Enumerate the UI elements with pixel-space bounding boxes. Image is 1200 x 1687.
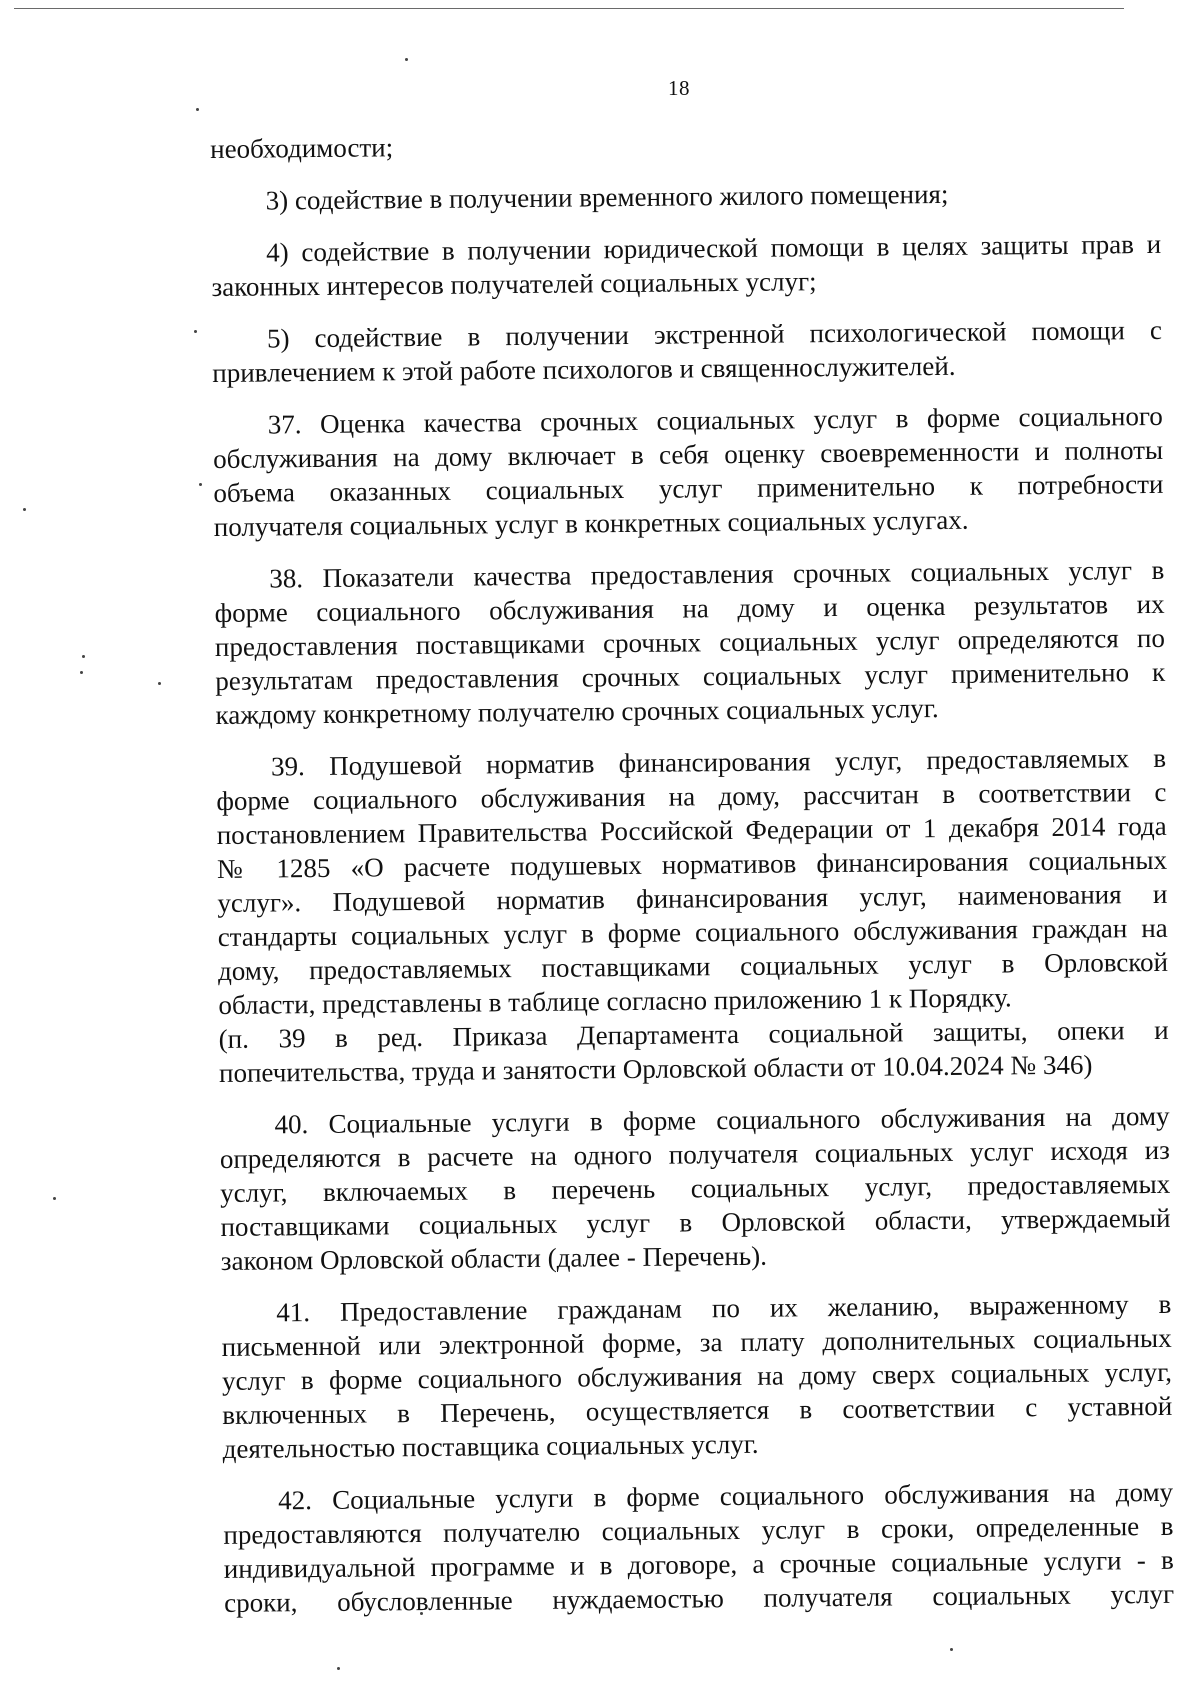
top-scan-rule — [14, 8, 1124, 9]
amendment-note-line: (п. 39 в ред. Приказа Департамента социальной защиты, опеки и — [218, 1014, 1169, 1054]
text-line: дому, предоставляемых поставщиками социальных услуг в Орловской — [217, 946, 1169, 986]
scan-speck — [337, 1667, 340, 1670]
document-body — [210, 123, 1174, 1620]
list-item-5 — [212, 313, 1163, 390]
scan-speck — [23, 508, 26, 511]
text-line: 42. Социальные услуги в форме социального обслуживания на дому — [277, 1476, 1174, 1516]
scan-speck — [199, 483, 202, 486]
paragraph-38 — [214, 553, 1166, 732]
scan-speck — [82, 655, 85, 658]
text-line: объема оказанных социальных услуг применительно к потребности — [213, 468, 1164, 508]
text-line: предоставления поставщиками срочных социальных услуг определяются по — [214, 622, 1166, 662]
list-item-4 — [211, 227, 1162, 304]
text-line: 40. Социальные услуги в форме социального обслуживания на дому — [274, 1100, 1170, 1140]
paragraph-42 — [223, 1475, 1174, 1620]
scan-speck — [196, 108, 199, 111]
amendment-note-line: попечительства, труда и занятости Орловской области от 10.04.2024 № 346) — [218, 1049, 1093, 1088]
text-line: форме социального обслуживания на дому и оценка результатов их — [214, 588, 1165, 628]
text-line: предоставляются получателю социальных услуг в сроки, определенные в — [223, 1510, 1174, 1550]
text-line: необходимости; — [210, 132, 394, 164]
scan-speck — [194, 330, 197, 333]
text-line: 3) содействие в получении временного жилого помещения; — [265, 178, 949, 216]
text-line: услуг, включаемых в перечень социальных услуг, предоставляемых — [220, 1168, 1171, 1208]
paragraph-37 — [213, 399, 1164, 544]
text-line: деятельностью поставщика социальных услуг. — [222, 1428, 759, 1464]
text-line: законом Орловской области (далее - Перечень). — [220, 1240, 768, 1276]
page-number: 18 — [668, 76, 690, 100]
paragraph-40 — [219, 1099, 1171, 1278]
text-line: сроки, обусловленные нуждаемостью получателя социальных услуг — [223, 1578, 1175, 1618]
text-line: 39. Подушевой норматив финансирования услуг, предоставляемых в — [270, 742, 1167, 782]
text-line: письменной или электронной форме, за плату дополнительных социальных — [221, 1322, 1172, 1362]
text-line: области, представлены в таблице согласно приложению 1 к Порядку. — [218, 982, 1012, 1020]
text-line: включенных в Перечень, осуществляется в соответствии с уставной — [222, 1390, 1173, 1430]
text-line: услуг в форме социального обслуживания на дому сверх социальных услуг, — [221, 1356, 1173, 1396]
text-line: каждому конкретному получателю срочных социальных услуг. — [215, 693, 939, 730]
scan-speck — [405, 58, 408, 61]
text-line: форме социального обслуживания на дому, рассчитан в соответствии с — [216, 776, 1167, 816]
text-line: стандарты социальных услуг в форме социального обслуживания граждан на — [217, 912, 1168, 952]
text-line: законных интересов получателей социальных услуг; — [211, 266, 817, 302]
text-line: 4) содействие в получении юридической помощи в целях защиты прав и — [266, 228, 1162, 268]
text-line: определяются в расчете на одного получателя социальных услуг исходя из — [219, 1134, 1170, 1174]
text-line: индивидуальной программе и в договоре, а срочные социальные услуги - в — [223, 1544, 1174, 1584]
paragraph-41 — [221, 1287, 1173, 1466]
scan-speck — [950, 1648, 953, 1651]
text-line: 41. Предоставление гражданам по их желанию, выраженному в — [276, 1288, 1172, 1328]
text-line: привлечением к этой работе психологов и священнослужителей. — [212, 350, 956, 388]
text-line: 38. Показатели качества предоставления срочных социальных услуг в — [269, 554, 1165, 594]
scan-speck — [53, 1197, 56, 1200]
paragraph-39 — [216, 741, 1169, 1090]
text-line: № 1285 «О расчете подушевых нормативов финансирования социальных — [216, 844, 1168, 884]
scan-speck — [80, 671, 83, 674]
text-line: результатам предоставления срочных социальных услуг применительно к — [215, 656, 1166, 696]
text-line: обслуживания на дому включает в себя оценку своевременности и полноты — [212, 434, 1164, 474]
text-line: 37. Оценка качества срочных социальных услуг в форме социального — [267, 400, 1163, 440]
text-line: получателя социальных услуг в конкретных социальных услугах. — [213, 504, 969, 542]
text-line: постановлением Правительства Российской Федерации от 1 декабря 2014 года — [216, 810, 1167, 850]
scan-speck — [158, 682, 161, 685]
text-line: услуг». Подушевой норматив финансирования услуг, наименования и — [217, 878, 1168, 918]
text-line: поставщиками социальных услуг в Орловской области, утверждаемый — [220, 1202, 1171, 1242]
text-line: 5) содействие в получении экстренной психологической помощи с — [266, 314, 1163, 354]
